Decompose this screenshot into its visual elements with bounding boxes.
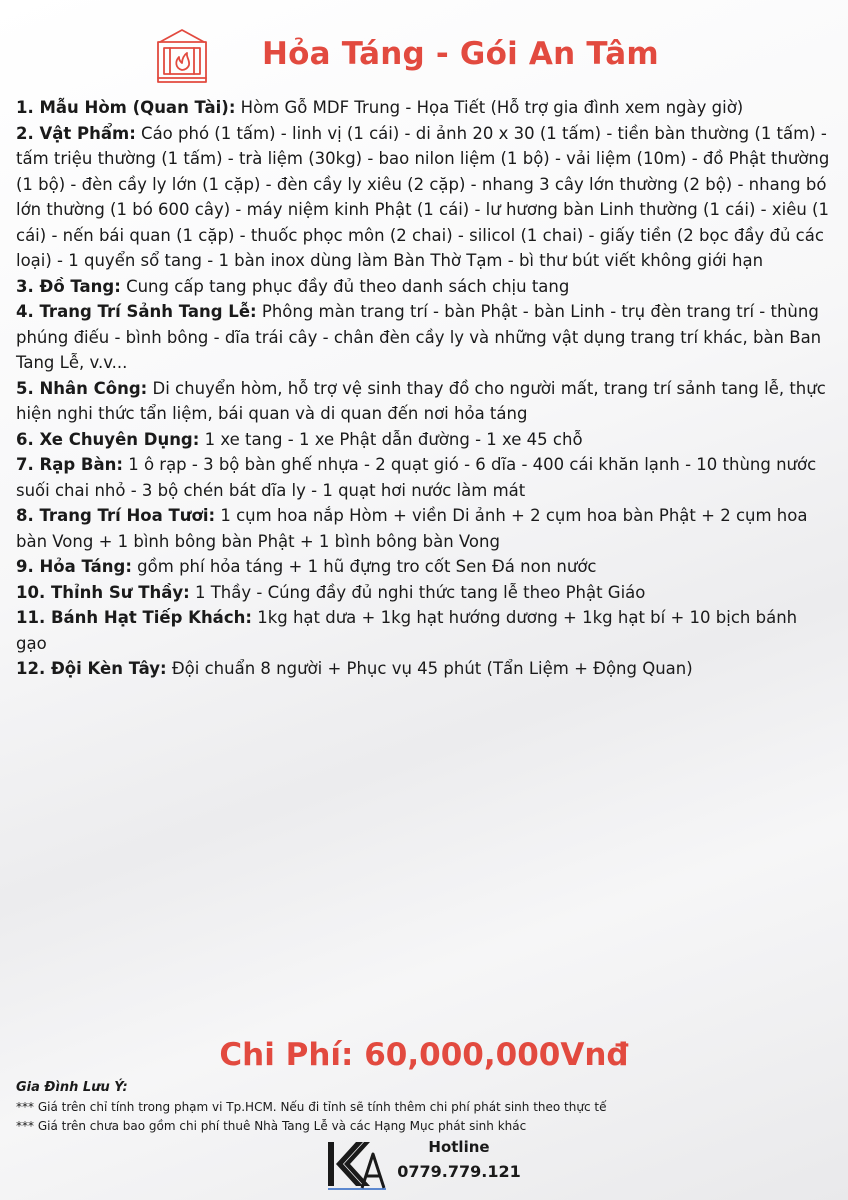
hotline-number[interactable]: 0779.779.121	[397, 1162, 521, 1181]
item-label: 12. Đội Kèn Tây:	[16, 659, 167, 678]
item-text: Di chuyển hòm, hỗ trợ vệ sinh thay đồ cho người mất, trang trí sảnh tang lễ, thực hiện nghi thức tẩn liệm, bái quan và di quan đến nơi hỏa táng	[16, 378, 826, 423]
item-label: 7. Rạp Bàn:	[16, 455, 123, 474]
item-text: Cáo phó (1 tấm) - linh vị (1 cái) - di ảnh 20 x 30 (1 tấm) - tiền bàn thường (1 tấm) - tấm triệu thường (1 tấm) - trà liệm (30kg) - bao nilon liệm (1 bộ) - vải liệm (10m) - đồ Phật thường (1 bộ) - đèn cầy ly lớn (1 cặp) - đèn cầy ly xiêu (2 cặp) - nhang 3 cây lớn thường (2 bộ) - nhang bó lớn thường (1 bó 600 cây) - máy niệm kinh Phật (1 cái) - lư hương bàn Linh thường (1 cái) - xiêu (1 cái) - nến bái quan (1 cặp) - thuốc phọc môn (2 chai) - silicol (1 chai) - giấy tiền (2 bọc đầy đủ các loại) - 1 quyển sổ tang - 1 bàn inox dùng làm Bàn Thờ Tạm - bì thư bút viết không giới hạn	[16, 123, 830, 270]
item-label: 9. Hỏa Táng:	[16, 557, 132, 576]
list-item	[16, 427, 832, 453]
package-item-list	[16, 95, 832, 682]
item-label: 3. Đồ Tang:	[16, 276, 121, 296]
item-text: Phông màn trang trí - bàn Phật - bàn Linh - trụ đèn trang trí - thùng phúng điếu - bình bông - dĩa trái cây - chân đèn cầy ly và những vật dụng trang trí khác, bàn Ban Tang Lễ, v.v...	[16, 302, 822, 372]
item-text: Cung cấp tang phục đầy đủ theo danh sách chịu tang	[120, 276, 570, 296]
page-title: Hỏa Táng - Gói An Tâm	[262, 36, 659, 72]
item-label: 6. Xe Chuyên Dụng:	[16, 429, 200, 449]
list-item	[16, 299, 832, 376]
price-total: Chi Phí: 60,000,000Vnđ	[219, 1037, 629, 1073]
note-line: *** Giá trên chưa bao gồm chi phí thuê Nhà Tang Lễ và các Hạng Mục phát sinh khác	[16, 1119, 527, 1133]
list-item	[16, 503, 832, 554]
item-label: 4. Trang Trí Sảnh Tang Lễ:	[16, 302, 257, 321]
list-item	[16, 452, 832, 503]
list-item	[16, 580, 832, 606]
crematorium-furnace-icon	[150, 22, 214, 86]
item-label: 2. Vật Phẩm:	[16, 123, 136, 143]
item-text: Đội chuẩn 8 người + Phục vụ 45 phút (Tẩn Liệm + Động Quan)	[166, 659, 693, 678]
list-item	[16, 121, 832, 274]
list-item	[16, 274, 832, 300]
item-text: 1kg hạt dưa + 1kg hạt hướng dương + 1kg hạt bí + 10 bịch bánh gạo	[16, 608, 798, 653]
item-text: Hòm Gỗ MDF Trung - Họa Tiết (Hỗ trợ gia đình xem ngày giờ)	[235, 98, 744, 117]
notes-heading: Gia Đình Lưu Ý:	[16, 1080, 128, 1095]
list-item	[16, 554, 832, 580]
item-text: 1 xe tang - 1 xe Phật dẫn đường - 1 xe 45 chỗ	[199, 429, 583, 449]
item-text: 1 cụm hoa nắp Hòm + viền Di ảnh + 2 cụm hoa bàn Phật + 2 cụm hoa bàn Vong + 1 bình bông bàn Phật + 1 bình bông bàn Vong	[16, 506, 808, 551]
company-logo-icon	[326, 1136, 388, 1192]
item-label: 11. Bánh Hạt Tiếp Khách:	[16, 608, 252, 627]
list-item	[16, 376, 832, 427]
item-label: 10. Thỉnh Sư Thầy:	[16, 582, 190, 602]
item-label: 8. Trang Trí Hoa Tươi:	[16, 506, 216, 525]
item-text: gồm phí hỏa táng + 1 hũ đựng tro cốt Sen Đá non nước	[131, 557, 597, 576]
list-item	[16, 95, 832, 121]
list-item	[16, 605, 832, 656]
item-text: 1 Thầy - Cúng đầy đủ nghi thức tang lễ theo Phật Giáo	[189, 582, 646, 602]
item-text: 1 ô rạp - 3 bộ bàn ghế nhựa - 2 quạt gió - 6 dĩa - 400 cái khăn lạnh - 10 thùng nước suối chai nhỏ - 3 bộ chén bát dĩa ly - 1 quạt hơi nước làm mát	[16, 455, 817, 500]
hotline-label: Hotline	[428, 1138, 490, 1156]
item-label: 1. Mẫu Hòm (Quan Tài):	[16, 98, 236, 117]
notes-section	[16, 1078, 836, 1136]
list-item	[16, 656, 832, 682]
item-label: 5. Nhân Công:	[16, 378, 148, 398]
note-line: *** Giá trên chỉ tính trong phạm vi Tp.HCM. Nếu đi tỉnh sẽ tính thêm chi phí phát sinh theo thực tế	[16, 1100, 607, 1114]
